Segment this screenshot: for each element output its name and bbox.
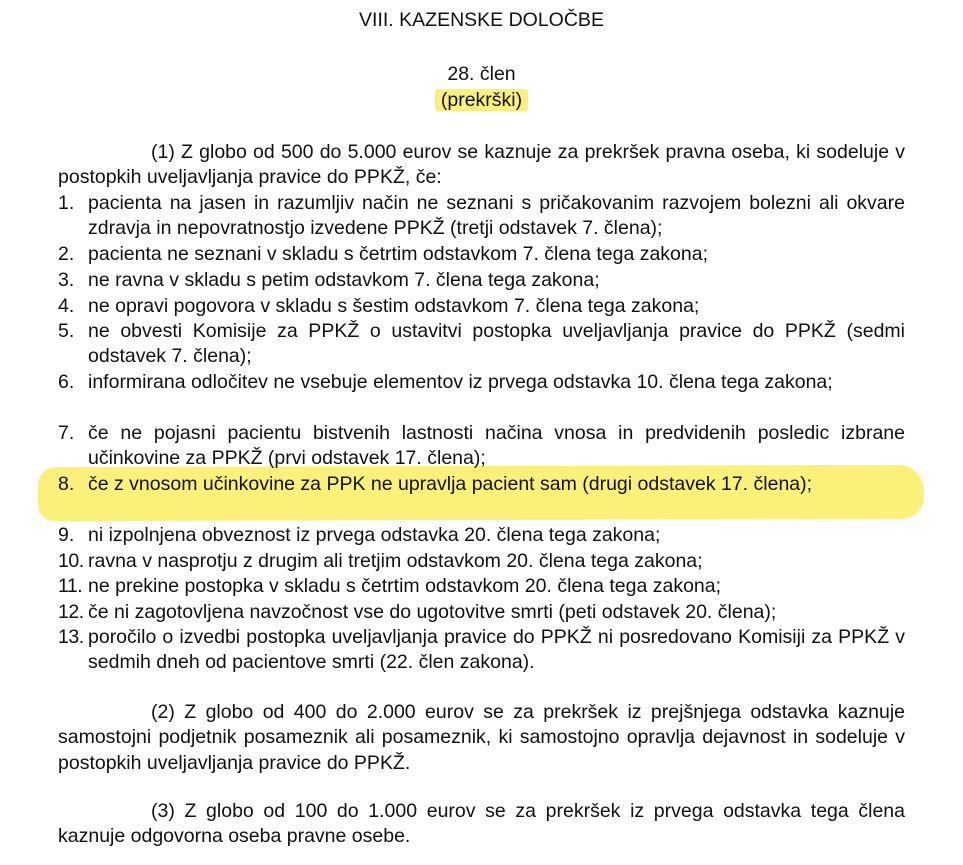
list-item-number: 13. (58, 626, 84, 648)
paragraph-2 (58, 700, 905, 776)
list-item (58, 370, 905, 421)
list-item-text: če z vnosom učinkovine za PPK ne upravlja pacient sam (drugi odstavek 17. člena); (88, 473, 813, 495)
list-item (58, 523, 905, 549)
article-subtitle-wrap (0, 88, 963, 113)
list-item-number: 3. (58, 269, 75, 291)
article-number: 28. člen (447, 63, 516, 85)
list-item-number: 8. (58, 473, 75, 495)
list-item (58, 421, 905, 472)
list-item-number: 12. (58, 601, 84, 623)
list-item-text: ne obvesti Komisije za PPKŽ o ustavitvi postopka uveljavljanja pravice do PPKŽ (sedmi odstavek 7. člena); (88, 320, 905, 368)
list-item-number: 9. (58, 524, 75, 546)
list-item-text: če ni zagotovljena navzočnost vse do ugotovitve smrti (peti odstavek 20. člena); (88, 601, 777, 623)
list-item-number: 6. (58, 371, 75, 393)
list-item-number: 7. (58, 422, 75, 444)
list-item (58, 319, 905, 370)
paragraph-2-text: (2) Z globo od 400 do 2.000 eurov se za prekršek iz prejšnjega odstavka kaznuje samostojni podjetnik posameznik ali posameznik, ki samostojno opravlja dejavnost in sodeluje v postopkih uveljavljanja pravice do PPKŽ. (58, 701, 905, 774)
list-item (58, 191, 905, 242)
list-item (58, 242, 905, 268)
list-item-text: če ne pojasni pacientu bistvenih lastnosti načina vnosa in predvidenih posledic izbrane učinkovine za PPKŽ (prvi odstavek 17. člena); (88, 422, 905, 470)
list-item (58, 600, 905, 625)
list-item-number: 1. (58, 192, 75, 214)
list-item-text: pacienta ne seznani v skladu s četrtim odstavkom 7. člena tega zakona; (88, 243, 709, 265)
list-item-number: 5. (58, 320, 75, 342)
paragraph-3-text: (3) Z globo od 100 do 1.000 eurov se za prekršek iz prvega odstavka tega člena kaznuje odgovorna oseba pravne osebe. (58, 800, 905, 848)
list-item-number: 10. (58, 550, 84, 572)
article-subtitle: (prekrški) (435, 89, 528, 111)
list-item-number: 11. (58, 575, 83, 597)
list-item-text: informirana odločitev ne vsebuje elementov iz prvega odstavka 10. člena tega zakona; (88, 371, 833, 393)
violations-list (58, 191, 905, 676)
paragraph-1-text: (1) Z globo od 500 do 5.000 eurov se kaznuje za prekršek pravna oseba, ki sodeluje v postopkih uveljavljanja pravice do PPKŽ, če: (58, 141, 905, 189)
list-item (58, 625, 905, 676)
paragraph-3 (58, 799, 905, 850)
list-item (58, 574, 905, 600)
list-item-text: poročilo o izvedbi postopka uveljavljanja pravice do PPKŽ ni posredovano Komisiji za PPKŽ v sedmih dneh od pacientove smrti (22. člen zakona). (88, 626, 905, 674)
list-item-text: ni izpolnjena obveznost iz prvega odstavka 20. člena tega zakona; (88, 524, 661, 546)
list-item (58, 294, 905, 319)
list-item-number: 2. (58, 243, 75, 265)
list-item-text: pacienta na jasen in razumljiv način ne seznani s pričakovanim razvojem bolezni ali okvare zdravja in nepovratnostjo izvedene PPKŽ (tretji odstavek 7. člena); (88, 192, 905, 240)
list-item-text: ravna v nasprotju z drugim ali tretjim odstavkom 20. člena tega zakona; (88, 550, 703, 572)
chapter-title: VIII. KAZENSKE DOLOČBE (359, 9, 604, 31)
paragraph-1-intro (58, 140, 905, 191)
list-item-text: ne opravi pogovora v skladu s šestim odstavkom 7. člena tega zakona; (88, 295, 700, 317)
list-item-text: ne prekine postopka v skladu s četrtim odstavkom 20. člena tega zakona; (88, 575, 722, 597)
list-item-text: ne ravna v skladu s petim odstavkom 7. člena tega zakona; (88, 269, 600, 291)
list-item-highlighted (58, 472, 905, 523)
list-item-number: 4. (58, 295, 75, 317)
list-item (58, 268, 905, 294)
list-item (58, 549, 905, 574)
